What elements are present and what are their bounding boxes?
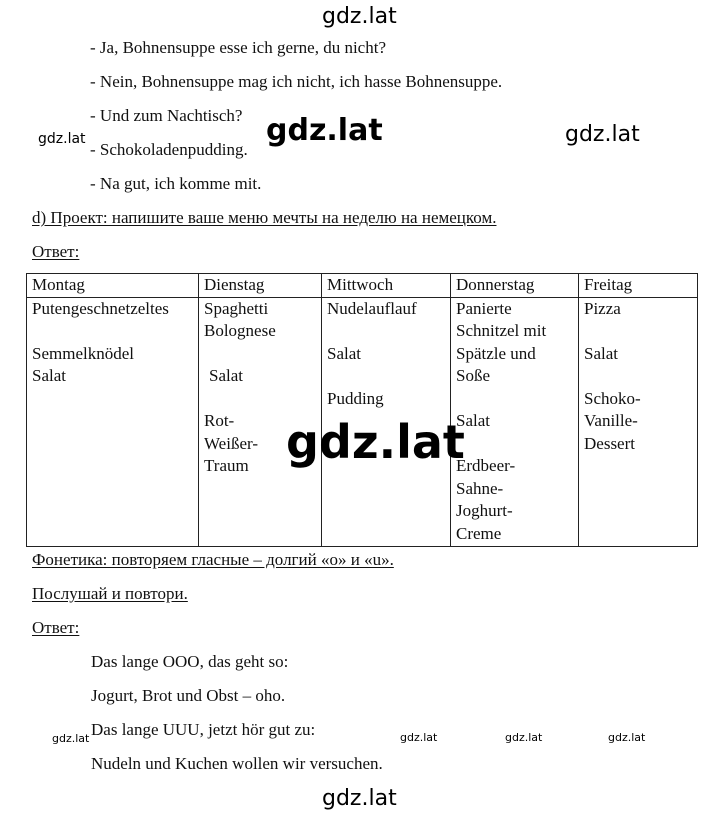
phonetics-heading: Фонетика: повторяем гласные – долгий «о» и «u». — [32, 550, 394, 569]
menu-item: Salat — [32, 366, 66, 385]
menu-item: Pizza — [584, 298, 621, 318]
watermark-row-2: gdz.lat — [400, 731, 438, 744]
header-montag: Montag — [27, 274, 199, 298]
watermark-top: gdz.lat — [322, 4, 397, 29]
poem-line-2: Jogurt, Brot und Obst – oho. — [91, 686, 286, 705]
answer-label-2: Ответ: — [32, 618, 80, 637]
menu-item: Sahne- — [456, 478, 504, 498]
poem-line-3: Das lange UUU, jetzt hör gut zu: — [91, 720, 316, 739]
cell-donnerstag — [451, 297, 579, 547]
menu-word: und — [510, 343, 536, 363]
table-header-row — [27, 274, 698, 298]
menu-item: Dessert — [584, 433, 635, 453]
menu-item: Salat — [327, 343, 361, 363]
watermark-right: gdz.lat — [565, 122, 640, 147]
watermark-row-3: gdz.lat — [505, 731, 543, 744]
header-mittwoch: Mittwoch — [322, 274, 451, 298]
cell-freitag — [579, 297, 698, 547]
menu-item: Joghurt- — [456, 501, 513, 520]
menu-item: Creme — [456, 523, 502, 543]
dialogue-line-3: - Und zum Nachtisch? — [90, 106, 243, 125]
poem-line-1: Das lange OOO, das geht so: — [91, 652, 289, 671]
dialogue-line-4: - Schokoladenpudding. — [90, 140, 248, 159]
menu-item: Nudelauflauf — [327, 298, 417, 318]
watermark-mid-bold: gdz.lat — [266, 113, 389, 148]
dialogue-line-2: - Nein, Bohnensuppe mag ich nicht, ich hasse Bohnensuppe. — [90, 72, 503, 91]
header-dienstag: Dienstag — [199, 274, 322, 298]
header-freitag: Freitag — [579, 274, 698, 298]
menu-item: Erdbeer- — [456, 456, 516, 475]
dialogue-line-1: - Ja, Bohnensuppe esse ich gerne, du nicht? — [90, 38, 386, 57]
watermark-row-4: gdz.lat — [608, 731, 646, 744]
watermark-center: gdz.lat — [286, 415, 465, 469]
menu-item: Salat — [209, 366, 243, 385]
cell-montag — [27, 297, 199, 547]
menu-item: Bolognese — [204, 321, 276, 340]
watermark-bottom: gdz.lat — [322, 786, 397, 811]
menu-item: Putengeschnetzeltes — [32, 298, 169, 318]
weekly-menu-table — [26, 273, 698, 547]
header-donnerstag: Donnerstag — [451, 274, 579, 298]
menu-item: Pudding — [327, 388, 384, 408]
menu-item: Soße — [456, 366, 490, 385]
menu-item: Schnitzel mit — [456, 321, 547, 340]
menu-word: Spätzle — [456, 343, 507, 363]
listen-heading: Послушай и повтори. — [32, 584, 188, 603]
answer-label-1: Ответ: — [32, 242, 80, 261]
menu-item: Traum — [204, 456, 249, 475]
menu-item: Schoko- — [584, 388, 641, 408]
menu-item — [456, 343, 573, 366]
menu-item: Weißer- — [204, 433, 258, 453]
menu-item: Spaghetti — [204, 298, 269, 318]
menu-item: Panierte — [456, 298, 512, 318]
menu-item: Salat — [456, 411, 490, 430]
dialogue-line-5: - Na gut, ich komme mit. — [90, 174, 262, 193]
task-d-heading: d) Проект: напишите ваше меню мечты на неделю на немецком. — [32, 208, 497, 227]
watermark-left-small: gdz.lat — [38, 131, 86, 147]
poem-line-4: Nudeln und Kuchen wollen wir versuchen. — [91, 754, 383, 773]
menu-item: Vanille- — [584, 411, 638, 430]
menu-item: Semmelknödel — [32, 343, 134, 363]
watermark-row-1: gdz.lat — [52, 732, 90, 745]
menu-item: Salat — [584, 343, 618, 363]
menu-item: Rot- — [204, 411, 235, 430]
